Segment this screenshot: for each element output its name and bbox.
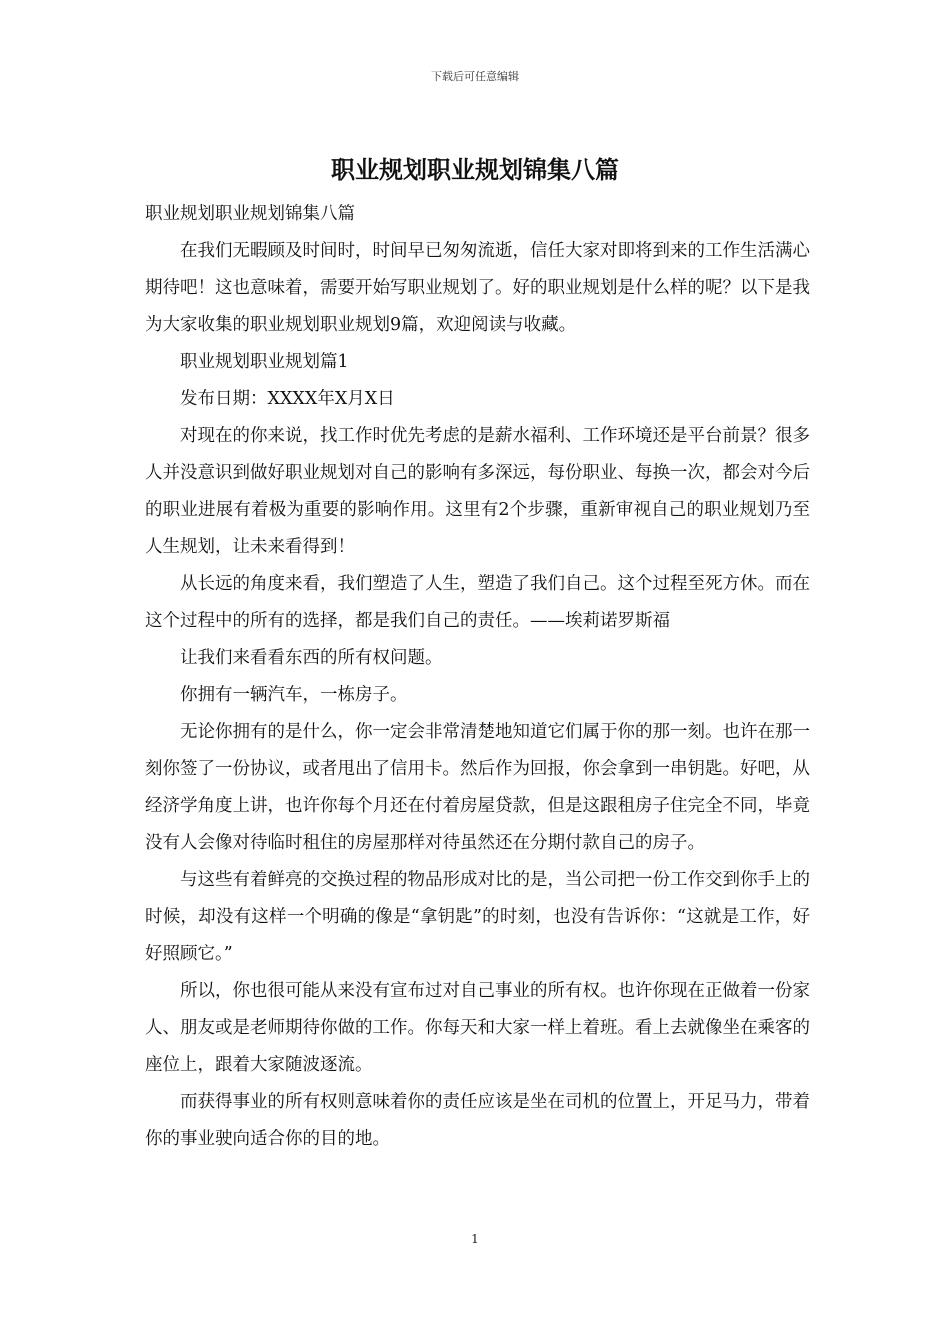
body-paragraph: 所以，你也很可能从来没有宣布过对自己事业的所有权。也许你现在正做着一份家人、朋友或是老师期待你做的工作。你每天和大家一样上着班。看上去就像坐在乘客的座位上，跟着大家随波逐流。 — [145, 981, 810, 1075]
page-number: 1 — [471, 1232, 479, 1246]
publish-date: 发布日期：XXXX年X月X日 — [180, 389, 395, 409]
quote-paragraph: 从长远的角度来看，我们塑造了人生，塑造了我们自己。这个过程至死方休。而在这个过程中的所有的选择，都是我们自己的责任。——埃莉诺罗斯福 — [145, 574, 810, 631]
body-paragraph: 而获得事业的所有权则意味着你的责任应该是坐在司机的位置上，开足马力，带着你的事业驶向适合你的目的地。 — [145, 1092, 810, 1149]
document-title: 职业规划职业规划锦集八篇 — [331, 155, 619, 184]
header-note: 下载后可任意编辑 — [431, 70, 519, 83]
section-heading: 职业规划职业规划篇1 — [180, 352, 349, 372]
body-paragraph: 对现在的你来说，找工作时优先考虑的是薪水福利、工作环境还是平台前景？很多人并没意识到做好职业规划对自己的影响有多深远，每份职业、每换一次，都会对今后的职业进展有着极为重要的影响作用。这里有2个步骤，重新审视自己的职业规划乃至人生规划，让未来看得到！ — [145, 426, 810, 557]
subtitle-paragraph: 职业规划职业规划锦集八篇 — [145, 204, 355, 224]
body-paragraph: 无论你拥有的是什么，你一定会非常清楚地知道它们属于你的那一刻。也许在那一刻你签了一份协议，或者甩出了信用卡。然后作为回报，你会拿到一串钥匙。好吧，从经济学角度上讲，也许你每个月还在付着房屋贷款，但是这跟租房子住完全不同，毕竟没有人会像对待临时租住的房屋那样对待虽然还在分期付款自己的房子。 — [145, 722, 810, 853]
body-paragraph: 你拥有一辆汽车，一栋房子。 — [180, 685, 408, 705]
document-body — [145, 196, 810, 1158]
body-paragraph: 与这些有着鲜亮的交换过程的物品形成对比的是，当公司把一份工作交到你手上的时候，却没有这样一个明确的像是“拿钥匙”的时刻，也没有告诉你：“这就是工作，好好照顾它。” — [145, 870, 810, 964]
body-paragraph: 在我们无暇顾及时间时，时间早已匆匆流逝，信任大家对即将到来的工作生活满心期待吧！这也意味着，需要开始写职业规划了。好的职业规划是什么样的呢？以下是我为大家收集的职业规划职业规划9篇，欢迎阅读与收藏。 — [145, 241, 810, 335]
body-paragraph: 让我们来看看东西的所有权问题。 — [180, 648, 443, 668]
